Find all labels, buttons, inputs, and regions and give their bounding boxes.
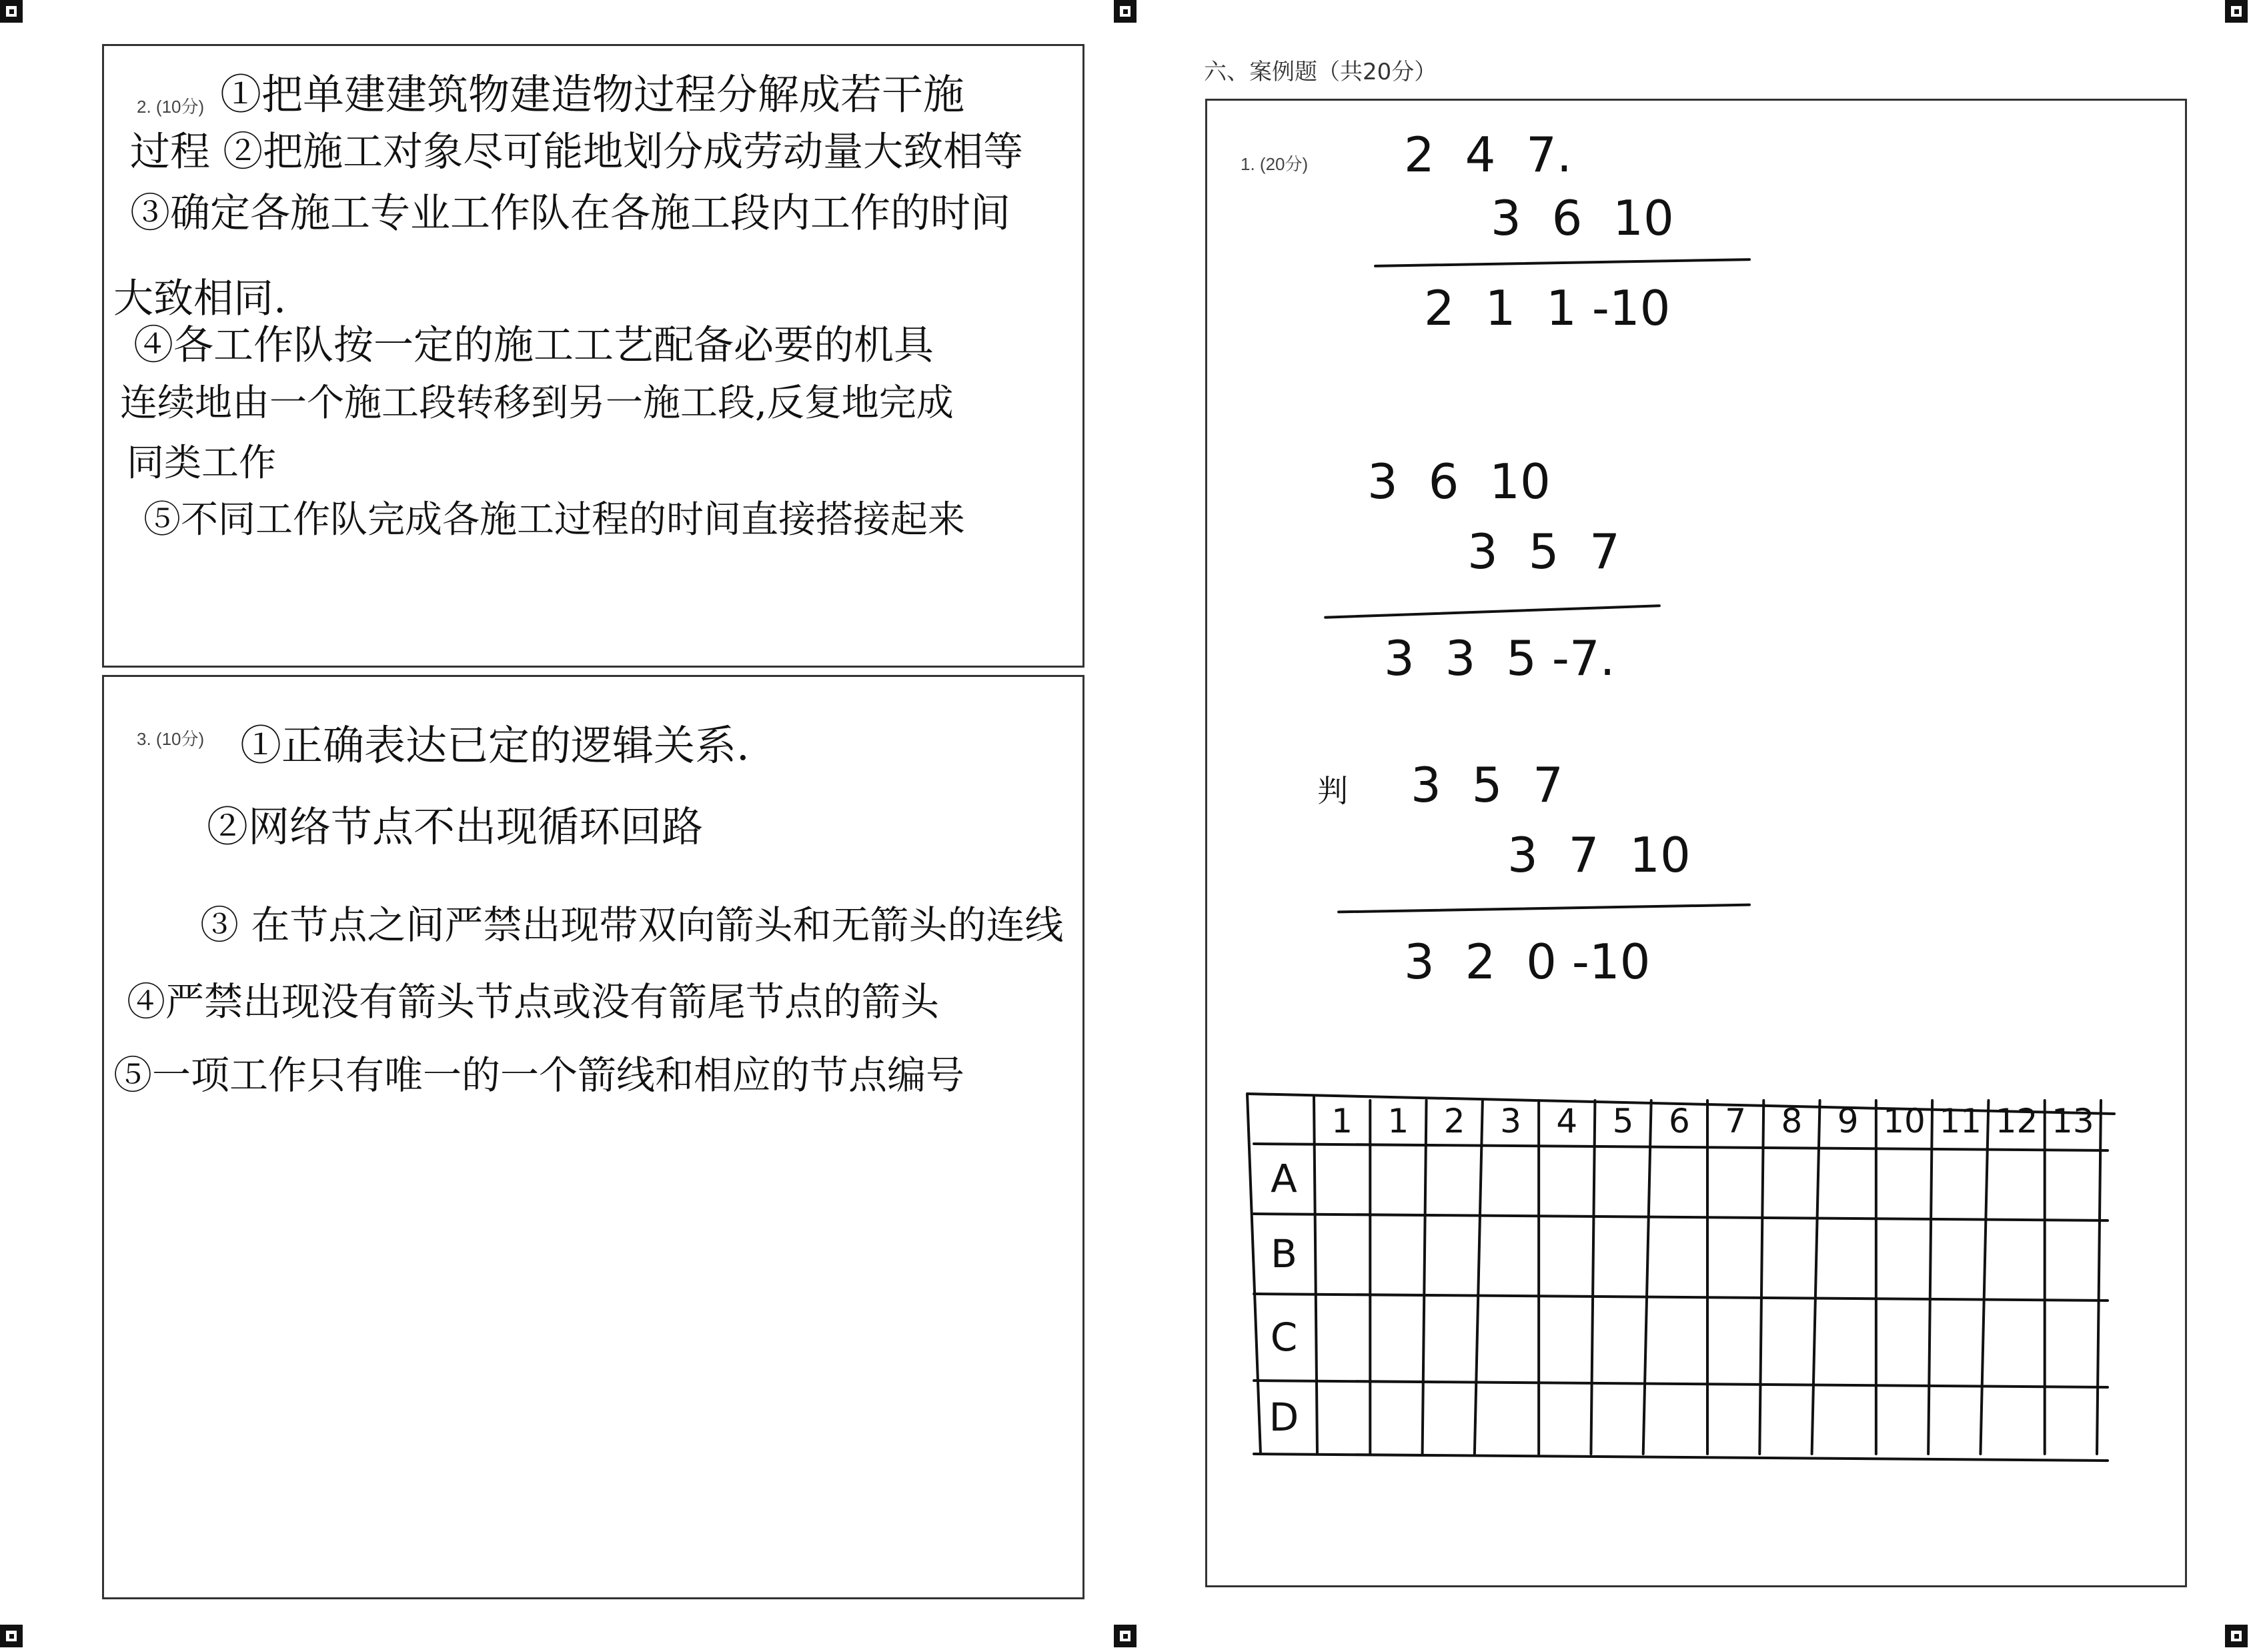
grid-column-header: 7	[1725, 1102, 1747, 1140]
handwritten-line: ①正确表达已定的逻辑关系.	[240, 721, 750, 770]
grid-column-header: 1	[1331, 1102, 1353, 1140]
calc2-row2: 3 5 7	[1467, 524, 1620, 580]
calc2-row1: 3 6 10	[1367, 454, 1551, 510]
calc2-result: 3 3 5 -7.	[1384, 630, 1615, 686]
handwritten-line: ⑤一项工作只有唯一的一个箭线和相应的节点编号	[113, 1052, 965, 1098]
corner-marker-top-left	[0, 0, 23, 23]
grid-column-header: 12	[1995, 1102, 2038, 1140]
grid-column-header: 10	[1883, 1102, 1926, 1140]
grid-column-header: 11	[1939, 1102, 1982, 1140]
grid-column-header: 5	[1612, 1102, 1634, 1140]
grid-column-header: 1	[1387, 1102, 1409, 1140]
grid-column-header: 3	[1500, 1102, 1521, 1140]
handwritten-line: 同类工作	[127, 442, 276, 485]
handwritten-line: 过程 ②把施工对象尽可能地划分成劳动量大致相等	[130, 129, 1024, 175]
grid-row-line	[1254, 1144, 2108, 1150]
grid-row-label: C	[1270, 1315, 1298, 1360]
handwritten-line: ②网络节点不出现循环回路	[207, 802, 704, 851]
grid-column-line	[1591, 1100, 1595, 1454]
handwritten-line: ④严禁出现没有箭头节点或没有箭尾节点的箭头	[127, 979, 940, 1024]
grid-row-label: A	[1271, 1156, 1297, 1202]
handwritten-line: ⑤不同工作队完成各施工过程的时间直接搭接起来	[143, 498, 965, 542]
grid-column-header: 8	[1781, 1102, 1803, 1140]
handwritten-line: ③ 在节点之间严禁出现带双向箭头和无箭头的连线	[200, 902, 1064, 948]
grid-column-header: 6	[1668, 1102, 1690, 1140]
grid-row-label: B	[1271, 1231, 1297, 1277]
grid-column-header: 13	[2052, 1102, 2094, 1140]
handwritten-line: ①把单建建筑物建造物过程分解成若干施	[220, 70, 965, 119]
handwritten-line: 连续地由一个施工段转移到另一施工段,反复地完成	[120, 381, 954, 425]
calc3-row2: 3 7 10	[1507, 827, 1691, 883]
grid-column-line	[1812, 1100, 1820, 1454]
question-label-q3: 3. (10分)	[137, 729, 205, 749]
question-label-q2: 2. (10分)	[137, 97, 205, 117]
grid-column-line	[1980, 1100, 1988, 1454]
calc1-row2: 3 6 10	[1491, 190, 1674, 246]
handwritten-line: 大致相同.	[113, 275, 287, 322]
section-title: 六、案例题（共20分）	[1204, 59, 1437, 85]
grid-row-line	[1254, 1381, 2108, 1387]
calc1-result: 2 1 1 -10	[1424, 280, 1671, 336]
calc3-result: 3 2 0 -10	[1404, 934, 1651, 990]
question-label-case-q1: 1. (20分)	[1241, 154, 1309, 174]
handwritten-line: ④各工作队按一定的施工工艺配备必要的机具	[133, 322, 934, 369]
corner-marker-bottom-center	[1114, 1625, 1137, 1647]
calc3-prefix: 判	[1317, 773, 1348, 809]
corner-marker-top-center	[1114, 0, 1137, 23]
grid-column-line	[1423, 1100, 1427, 1454]
schedule-grid	[1241, 1080, 2121, 1467]
calc3-row1: 3 5 7	[1411, 757, 1563, 813]
grid-bottom-border	[1254, 1454, 2108, 1461]
grid-label-column-line	[1314, 1097, 1317, 1454]
grid-column-line	[1475, 1100, 1483, 1454]
handwritten-line: ③确定各施工专业工作队在各施工段内工作的时间	[130, 190, 1010, 237]
grid-row-line	[1254, 1294, 2108, 1301]
grid-left-border	[1247, 1094, 1261, 1454]
corner-marker-bottom-left	[0, 1625, 23, 1647]
grid-column-line	[1759, 1100, 1763, 1454]
grid-column-line	[1643, 1100, 1651, 1454]
corner-marker-bottom-right	[2225, 1625, 2248, 1647]
grid-column-header: 2	[1443, 1102, 1465, 1140]
grid-row-label: D	[1269, 1395, 1299, 1440]
grid-column-line	[2097, 1100, 2101, 1454]
corner-marker-top-right	[2225, 0, 2248, 23]
grid-column-line	[1928, 1100, 1932, 1454]
grid-column-header: 9	[1837, 1102, 1859, 1140]
grid-column-header: 4	[1556, 1102, 1578, 1140]
grid-row-line	[1254, 1214, 2108, 1220]
calc1-row1: 2 4 7.	[1404, 127, 1572, 183]
